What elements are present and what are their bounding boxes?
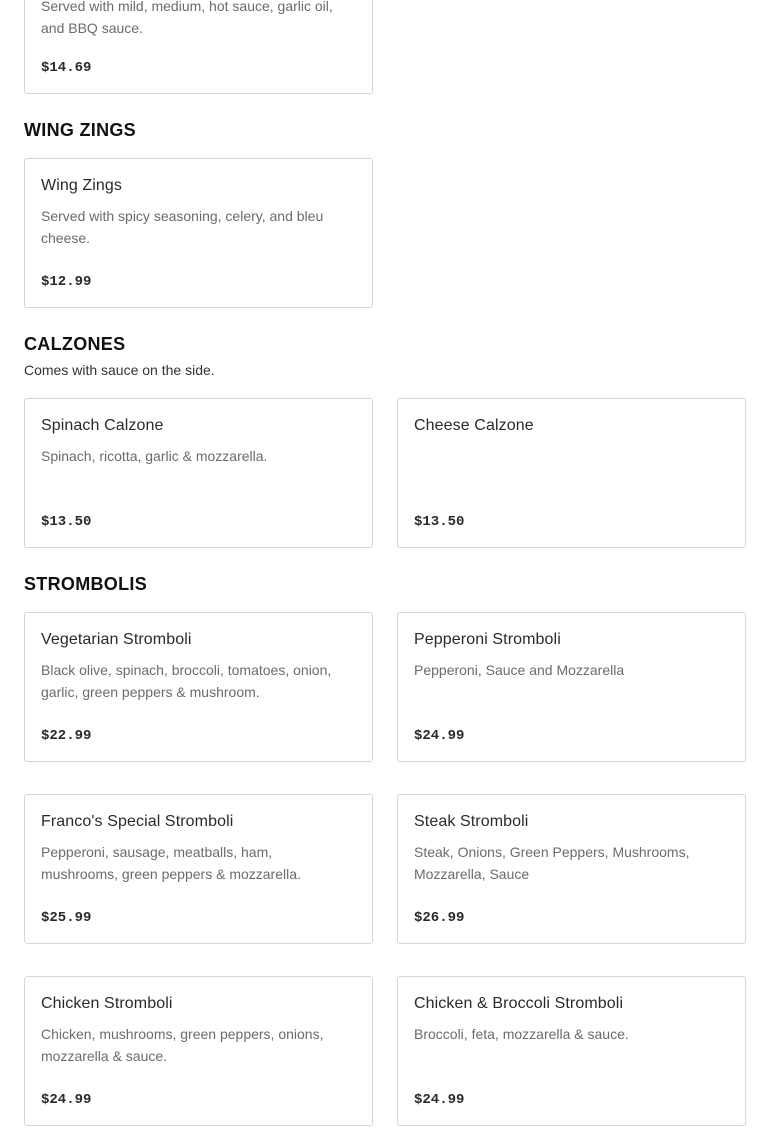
section-title-calzones: CALZONES	[24, 334, 126, 354]
menu-item-price: $14.69	[41, 60, 92, 76]
menu-item-card[interactable]	[397, 976, 746, 1126]
menu-item-price: $24.99	[41, 1092, 92, 1108]
menu-item-card[interactable]	[24, 976, 373, 1126]
menu-item-description: Steak, Onions, Green Peppers, Mushrooms, Mozzarella, Sauce	[414, 844, 690, 882]
menu-item-price: $13.50	[41, 514, 92, 530]
menu-item-name: Wing Zings	[41, 177, 123, 194]
menu-item-name: Cheese Calzone	[414, 417, 534, 434]
menu-item-price: $13.50	[414, 514, 465, 530]
menu-item-name: Franco's Special Stromboli	[41, 813, 234, 830]
menu-item-description: Spinach, ricotta, garlic & mozzarella.	[41, 448, 268, 464]
menu-item-price: $24.99	[414, 728, 465, 744]
menu-item-name: Pepperoni Stromboli	[414, 631, 561, 648]
menu-item-card[interactable]	[24, 158, 373, 308]
menu-item-price: $22.99	[41, 728, 92, 744]
menu-item-description: Black olive, spinach, broccoli, tomatoes, onion, garlic, green peppers & mushroom.	[41, 662, 332, 700]
section-title-strombolis: STROMBOLIS	[24, 574, 147, 594]
section-subtitle-calzones: Comes with sauce on the side.	[24, 362, 215, 378]
menu-item-price: $25.99	[41, 910, 92, 926]
menu-item-card[interactable]	[397, 612, 746, 762]
menu-item-card[interactable]	[24, 398, 373, 548]
menu-item-description: Broccoli, feta, mozzarella & sauce.	[414, 1026, 629, 1042]
menu-item-price: $26.99	[414, 910, 465, 926]
menu-item-description: Pepperoni, Sauce and Mozzarella	[414, 662, 625, 678]
menu-item-description: Pepperoni, sausage, meatballs, ham, mushrooms, green peppers & mozzarella.	[41, 844, 301, 882]
menu-item-card[interactable]	[24, 794, 373, 944]
menu-item-card[interactable]	[24, 0, 373, 94]
menu-item-card[interactable]	[24, 612, 373, 762]
menu-item-name: Chicken Stromboli	[41, 995, 173, 1012]
menu-item-description: Served with spicy seasoning, celery, and bleu cheese.	[41, 208, 324, 246]
menu-item-price: $24.99	[414, 1092, 465, 1108]
section-title-wing-zings: WING ZINGS	[24, 120, 136, 140]
menu-item-name: Chicken & Broccoli Stromboli	[414, 995, 624, 1012]
menu-item-description: Chicken, mushrooms, green peppers, onions, mozzarella & sauce.	[41, 1026, 324, 1064]
menu-item-card[interactable]	[397, 794, 746, 944]
menu-item-name: Spinach Calzone	[41, 417, 164, 434]
menu-item-description: Served with mild, medium, hot sauce, garlic oil, and BBQ sauce.	[41, 0, 333, 36]
menu-item-price: $12.99	[41, 274, 92, 290]
menu-item-name: Vegetarian Stromboli	[41, 631, 192, 648]
menu-item-card[interactable]	[397, 398, 746, 548]
menu-item-name: Steak Stromboli	[414, 813, 529, 830]
